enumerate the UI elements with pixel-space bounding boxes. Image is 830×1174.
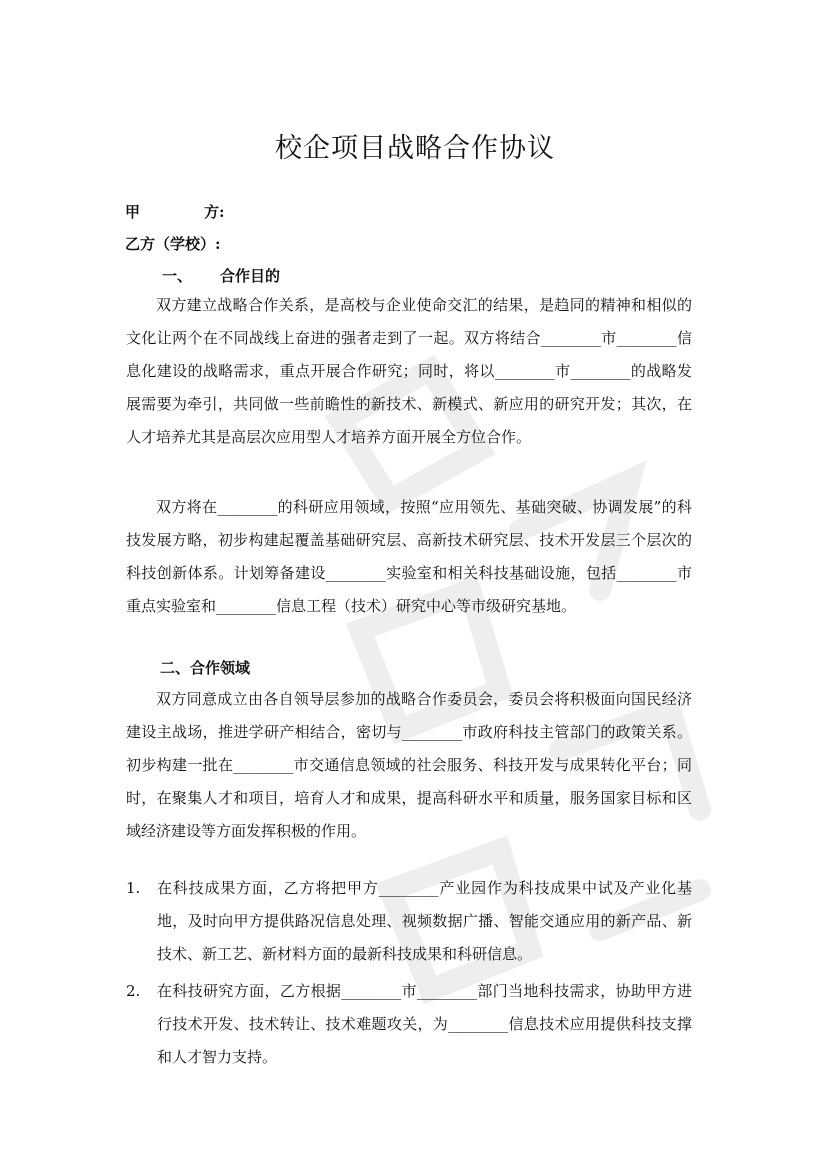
section-heading-purpose [162, 265, 280, 286]
party-b-field: 乙方（学校）: [125, 235, 221, 253]
paragraph-purpose: 双方建立战略合作关系，是高校与企业使命交汇的结果，是趋同的精神和相似的文化让两个在不同战线上奋进的强者走到了一起。双方将结合________市________信息化建设的战略需求，重点开展合作研究；同时，将以________市________的战略发展需要为牵引，共同做一些前瞻性的新技术、新模式、新应用的研究开发；其次，在人才培养尤其是高层次应用型人才培养方面开展全方位合作。 [126, 296, 692, 446]
section-number: 一、 [162, 267, 193, 285]
list-item-text: 在科技成果方面，乙方将把甲方________产业园作为科技成果中试及产业化基地，及时向甲方提供路况信息处理、视频数据广播、智能交通应用的新产品、新技术、新工艺、新材料方面的最新科技成果和科研信息。 [157, 879, 692, 963]
numbered-list [126, 872, 692, 1078]
list-item-number: 1. [126, 879, 141, 897]
party-a-field [125, 201, 225, 222]
list-item [126, 975, 692, 1074]
section-title: 合作目的 [220, 267, 281, 285]
section-heading-fields: 二、合作领域 [160, 659, 251, 677]
paragraph-research-system: 双方将在________的科研应用领域，按照“应用领先、基础突破、协调发展”的科技发展方略，初步构建起覆盖基础研究层、高新技术研究层、技术开发层三个层次的科技创新体系。计划筹备建设________实验室和相关科技基础设施，包括________市重点实验室和________信息工程（技术）研究中心等市级研究基地。 [126, 498, 692, 615]
party-a-label: 甲 [125, 203, 141, 221]
paragraph-committee: 双方同意成立由各自领导层参加的战略合作委员会，委员会将积极面向国民经济建设主战场，推进学研产相结合，密切与________市政府科技主管部门的政策关系。初步构建一批在________市交通信息领域的社会服务、科技开发与成果转化平台；同时，在聚集人才和项目，培育人才和成果，提高科研水平和质量，服务国家目标和区域经济建设等方面发挥积极的作用。 [126, 690, 692, 840]
list-item-text: 在科技研究方面，乙方根据________市________部门当地科技需求，协助甲方进行技术开发、技术转让、技术难题攻关，为________信息技术应用提供科技支撑和人才智力支持。 [157, 982, 692, 1066]
list-item [126, 872, 692, 971]
list-item-number: 2. [126, 982, 141, 1000]
party-a-label-suffix: 方: [204, 203, 225, 221]
document-title: 校企项目战略合作协议 [275, 133, 555, 164]
